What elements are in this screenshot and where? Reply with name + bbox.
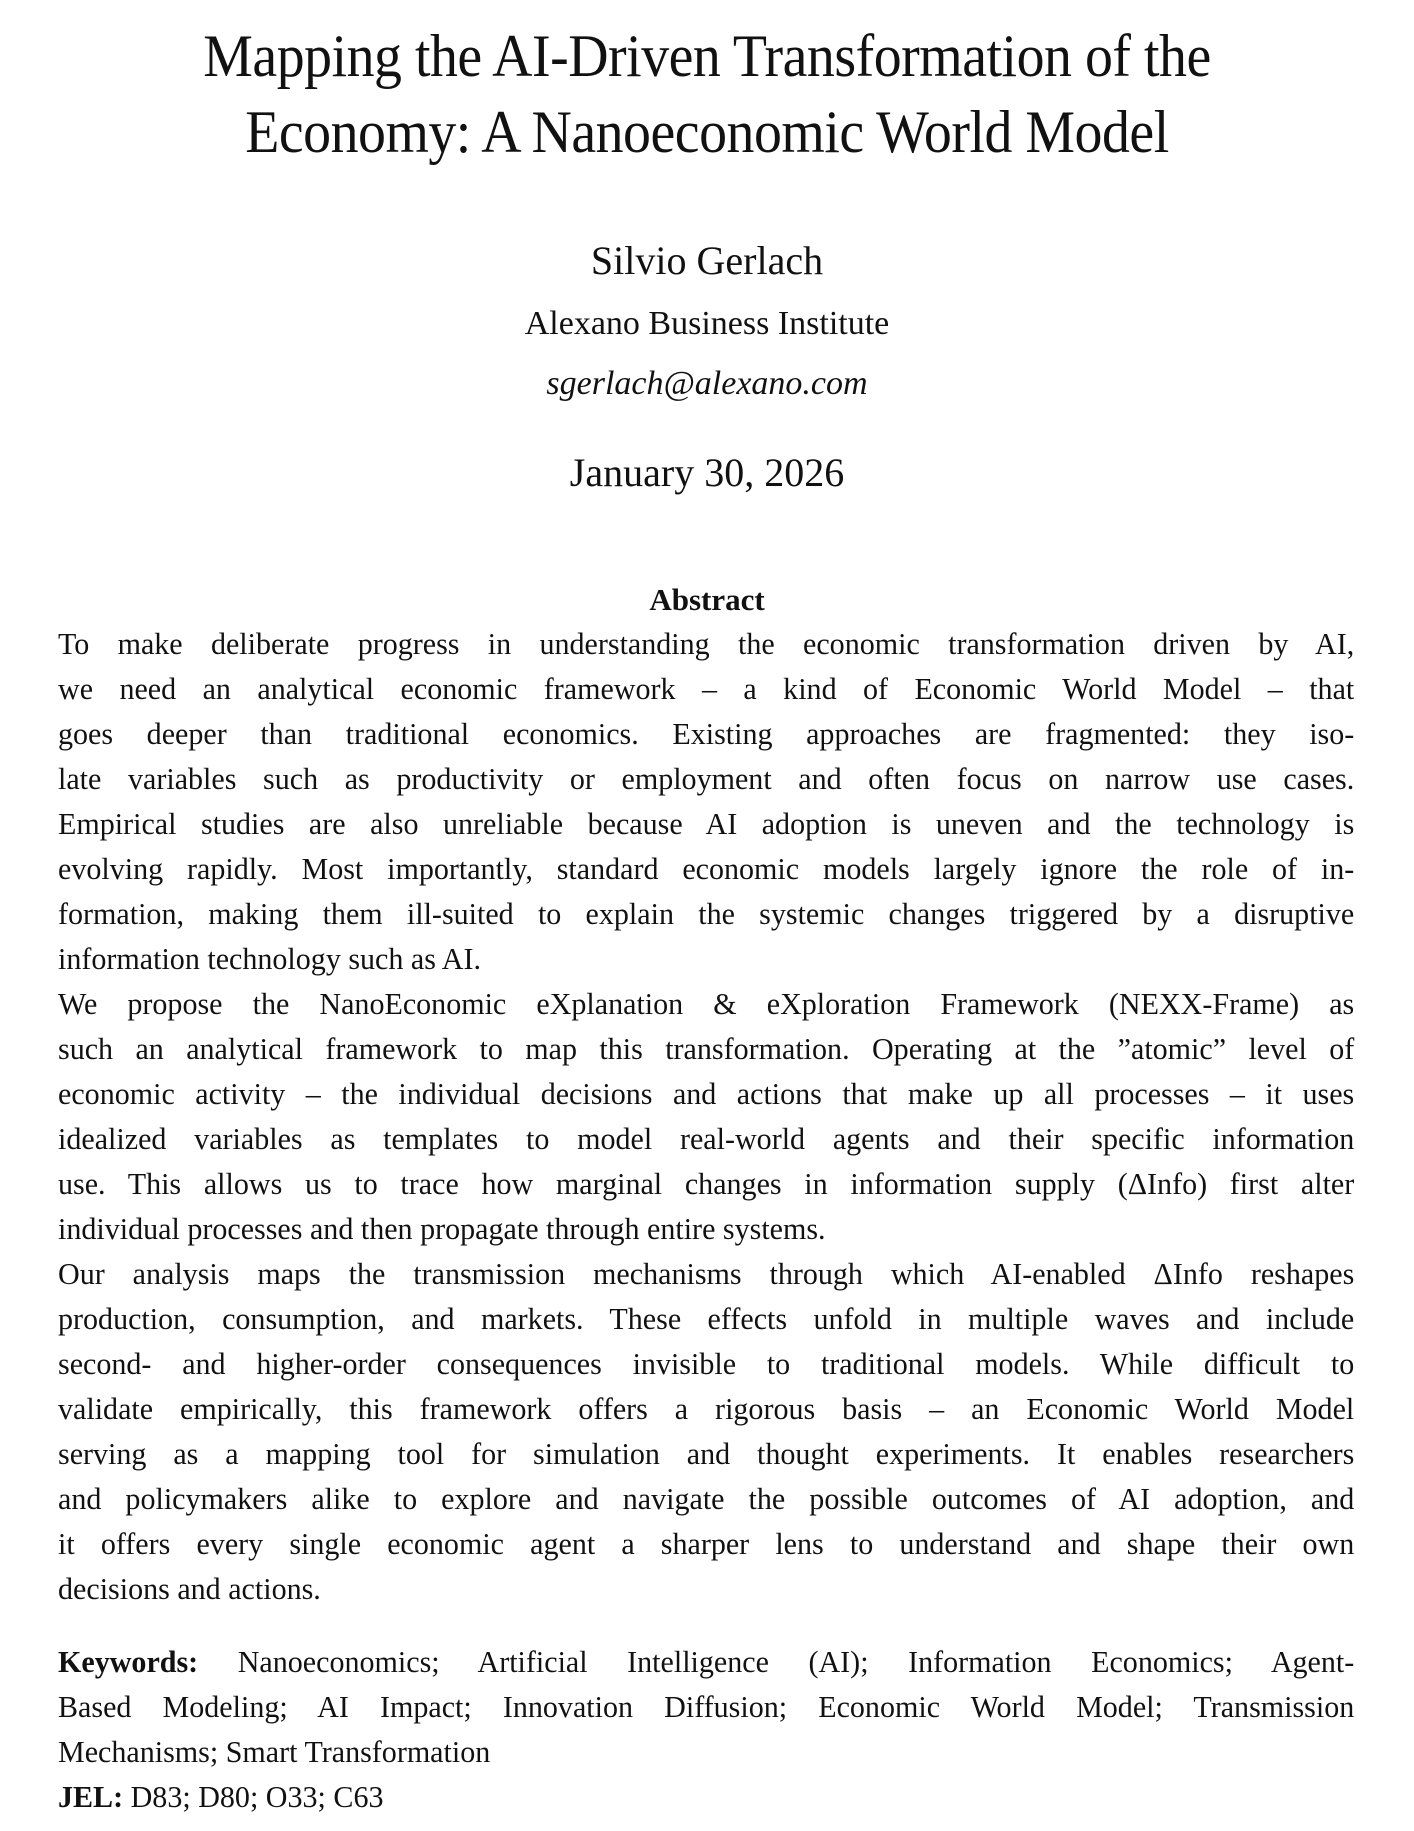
title-line: Economy: A Nanoeconomic World Model xyxy=(245,99,1169,165)
text-line: goes deeper than traditional economics. Existing approaches are fragmented: they iso- xyxy=(58,717,1355,751)
paper-title xyxy=(0,18,1414,170)
text-line: evolving rapidly. Most importantly, standard economic models largely ignore the role of in- xyxy=(58,852,1355,886)
text-line: economic activity – the individual decisions and actions that make up all processes – it uses xyxy=(58,1077,1355,1111)
keywords-section xyxy=(58,1640,1354,1820)
author-name: Silvio Gerlach xyxy=(590,238,824,283)
text-line: serving as a mapping tool for simulation and thought experiments. It enables researchers xyxy=(58,1437,1355,1471)
text-line: and policymakers alike to explore and navigate the possible outcomes of AI adoption, and xyxy=(58,1482,1355,1516)
keywords-label: Keywords: xyxy=(58,1645,199,1679)
text-line: we need an analytical economic framework – a kind of Economic World Model – that xyxy=(58,672,1355,706)
text-line: individual processes and then propagate through entire systems. xyxy=(58,1212,826,1246)
text-line: Our analysis maps the transmission mechanisms through which AI-enabled ΔInfo reshapes xyxy=(58,1257,1355,1291)
abstract-paragraph xyxy=(58,622,1354,982)
publication-date: January 30, 2026 xyxy=(569,450,845,495)
abstract-body xyxy=(58,622,1354,1612)
keywords-line: Based Modeling; AI Impact; Innovation Diffusion; Economic World Model; Transmission xyxy=(58,1690,1355,1724)
jel-label: JEL: xyxy=(58,1780,124,1814)
abstract-paragraph xyxy=(58,982,1354,1252)
author-email: sgerlach@alexano.com xyxy=(546,365,868,402)
text-line: decisions and actions. xyxy=(58,1572,321,1606)
text-line: second- and higher-order consequences invisible to traditional models. While difficult to xyxy=(58,1347,1355,1381)
keywords-line: Mechanisms; Smart Transformation xyxy=(58,1735,491,1769)
text-line: Empirical studies are also unreliable because AI adoption is uneven and the technology is xyxy=(58,807,1355,841)
text-line: idealized variables as templates to model real-world agents and their specific information xyxy=(58,1122,1355,1156)
text-line: it offers every single economic agent a sharper lens to understand and shape their own xyxy=(58,1527,1355,1561)
keywords-text: Nanoeconomics; Artificial Intelligence (AI); Information Economics; Agent- xyxy=(198,1645,1355,1679)
text-line: information technology such as AI. xyxy=(58,942,482,976)
text-line: late variables such as productivity or employment and often focus on narrow use cases. xyxy=(58,762,1355,796)
jel-codes: D83; D80; O33; C63 xyxy=(123,1780,384,1814)
abstract-paragraph xyxy=(58,1252,1354,1612)
text-line: use. This allows us to trace how marginal changes in information supply (ΔInfo) first alter xyxy=(58,1167,1355,1201)
text-line: such an analytical framework to map this transformation. Operating at the ”atomic” level of xyxy=(58,1032,1355,1066)
text-line: To make deliberate progress in understanding the economic transformation driven by AI, xyxy=(58,627,1355,661)
text-line: We propose the NanoEconomic eXplanation & eXploration Framework (NEXX-Frame) as xyxy=(58,987,1355,1021)
author-affiliation: Alexano Business Institute xyxy=(524,305,890,342)
text-line: production, consumption, and markets. These effects unfold in multiple waves and include xyxy=(58,1302,1355,1336)
jel-line xyxy=(58,1775,1354,1820)
title-line: Mapping the AI-Driven Transformation of the xyxy=(203,23,1211,89)
abstract-heading: Abstract xyxy=(649,582,765,617)
text-line: validate empirically, this framework offers a rigorous basis – an Economic World Model xyxy=(58,1392,1355,1426)
text-line: formation, making them ill-suited to explain the systemic changes triggered by a disruptive xyxy=(58,897,1355,931)
keywords-line xyxy=(58,1640,1354,1685)
